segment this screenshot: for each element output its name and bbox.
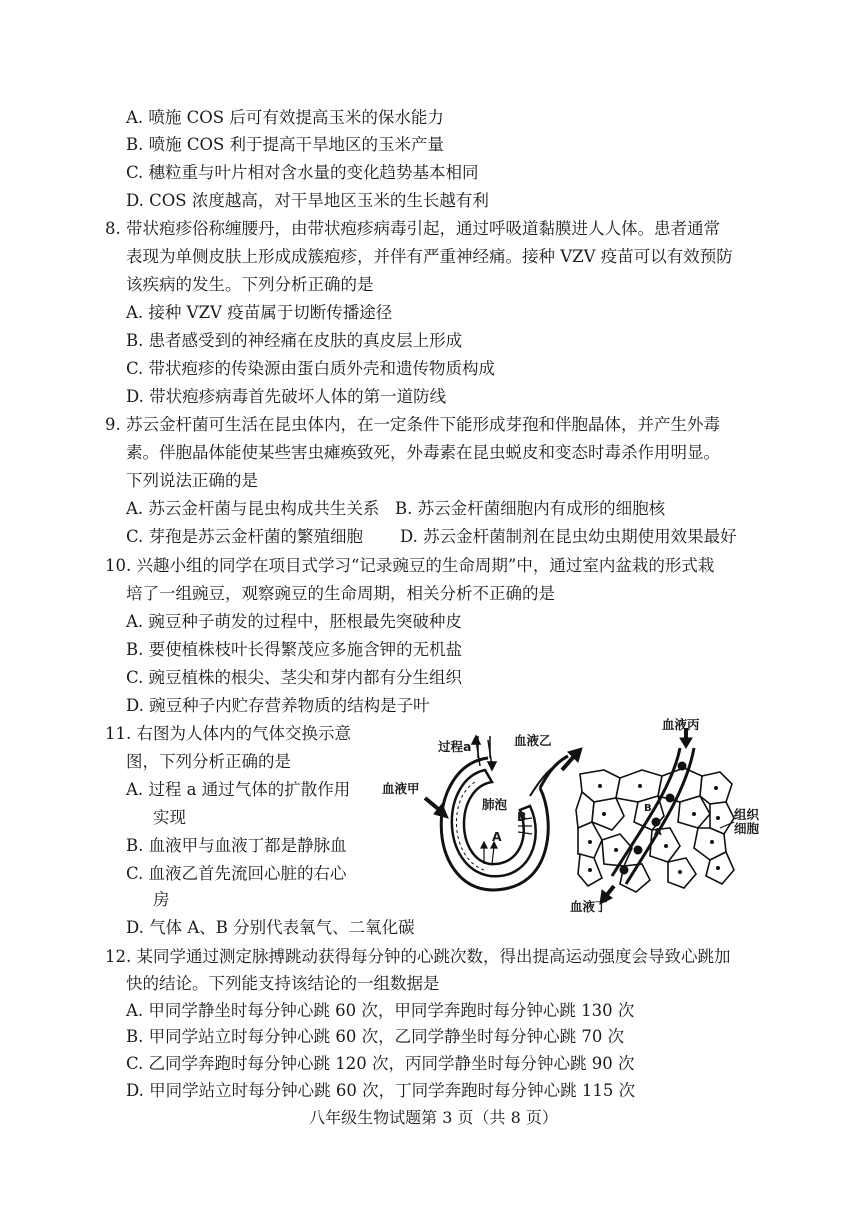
label-gas-b-tissue: B <box>644 803 652 814</box>
q8-stem-line-1: 8. 带状疱疹俗称缠腰丹，由带状疱疹病毒引起，通过呼吸道黏膜进人人体。患者通常 <box>105 219 720 238</box>
q9-option-d: D. 苏云金杆菌制剂在昆虫幼虫期使用效果最好 <box>400 527 737 546</box>
label-gas-a-tissue: A <box>654 827 662 838</box>
q7-option-a: A. 喷施 COS 后可有效提高玉米的保水能力 <box>126 108 444 127</box>
q10-option-a: A. 豌豆种子萌发的过程中，胚根最先突破种皮 <box>126 612 462 631</box>
q10-stem-line-1: 10. 兴趣小组的同学在项目式学习“记录豌豆的生命周期”中，通过室内盆栽的形式栽 <box>105 556 715 575</box>
q7-option-d: D. COS 浓度越高，对干旱地区玉米的生长越有利 <box>126 191 489 210</box>
label-gas-a: A <box>492 829 502 844</box>
q8-stem-line-2: 表现为单侧皮肤上形成成簇疱疹，并伴有严重神经痛。接种 VZV 疫苗可以有效预防 <box>126 247 733 266</box>
q8-option-d: D. 带状疱疹病毒首先破坏人体的第一道防线 <box>126 387 447 406</box>
q9-stem-line-1: 9. 苏云金杆菌可生活在昆虫体内，在一定条件下能形成芽孢和伴胞晶体，并产生外毒 <box>105 415 720 434</box>
q9-stem-line-3: 下列说法正确的是 <box>126 471 258 490</box>
q11-stem-line-1: 11. 右图为人体内的气体交换示意 <box>105 724 351 743</box>
q12-option-b: B. 甲同学站立时每分钟心跳 60 次，乙同学静坐时每分钟心跳 70 次 <box>126 1027 625 1046</box>
q12-stem-line-2: 快的结论。下列能支持该结论的一组数据是 <box>126 974 440 993</box>
label-process-a: 过程a <box>438 739 472 754</box>
label-gas-b: B <box>517 809 527 824</box>
q10-option-c: C. 豌豆植株的根尖、茎尖和芽内都有分生组织 <box>126 668 463 687</box>
q9-stem-line-2: 素。伴胞晶体能使某些害虫瘫痪致死，外毒素在昆虫蜕皮和变态时毒杀作用明显。 <box>126 443 720 462</box>
alveolus-drawing <box>441 733 568 890</box>
gas-exchange-diagram <box>380 718 770 918</box>
q11-option-b: B. 血液甲与血液丁都是静脉血 <box>126 836 347 855</box>
label-alveolus: 肺泡 <box>482 797 508 812</box>
label-blood-bing: 血液丙 <box>662 717 700 732</box>
label-blood-jia: 血液甲 <box>382 781 420 796</box>
q9-option-a: A. 苏云金杆菌与昆虫构成共生关系 <box>126 499 380 518</box>
q12-option-d: D. 甲同学站立时每分钟心跳 60 次，丁同学奔跑时每分钟心跳 115 次 <box>126 1081 636 1100</box>
q11-option-d: D. 气体 A、B 分别代表氧气、二氧化碳 <box>126 918 415 937</box>
q12-stem-line-1: 12. 某同学通过测定脉搏跳动获得每分钟的心跳次数，得出提高运动强度会导致心跳加 <box>105 947 731 966</box>
q12-option-a: A. 甲同学静坐时每分钟心跳 60 次，甲同学奔跑时每分钟心跳 130 次 <box>126 1001 635 1020</box>
q11-option-c: C. 血液乙首先流回心脏的右心 <box>126 864 347 883</box>
process-a-arrows <box>472 736 496 770</box>
q10-option-d: D. 豌豆种子内贮存营养物质的结构是子叶 <box>126 696 430 715</box>
q10-option-b: B. 要使植株枝叶长得繁茂应多施含钾的无机盐 <box>126 640 463 659</box>
q11-stem-line-2: 图，下列分析正确的是 <box>126 752 291 771</box>
q10-stem-line-2: 培了一组豌豆，观察豌豆的生命周期，相关分析不正确的是 <box>126 584 555 603</box>
label-blood-yi: 血液乙 <box>514 733 552 748</box>
label-tissue-cell: 组织 细胞 <box>734 807 760 836</box>
q11-option-a-cont: 实现 <box>153 808 186 827</box>
label-blood-ding: 血液丁 <box>570 899 608 914</box>
q11-option-c-cont: 房 <box>153 890 170 909</box>
q8-option-b: B. 患者感受到的神经痛在皮肤的真皮层上形成 <box>126 331 463 350</box>
q7-option-c: C. 穗粒重与叶片相对含水量的变化趋势基本相同 <box>126 163 479 182</box>
q8-option-a: A. 接种 VZV 疫苗属于切断传播途径 <box>126 303 393 322</box>
q12-option-c: C. 乙同学奔跑时每分钟心跳 120 次，丙同学静坐时每分钟心跳 90 次 <box>126 1054 635 1073</box>
q8-stem-line-3: 该疾病的发生。下列分析正确的是 <box>126 275 374 294</box>
q9-option-c: C. 芽孢是苏云金杆菌的繁殖细胞 <box>126 527 364 546</box>
q11-option-a: A. 过程 a 通过气体的扩散作用 <box>126 780 351 799</box>
q8-option-c: C. 带状疱疹的传染源由蛋白质外壳和遗传物质构成 <box>126 359 496 378</box>
q9-option-b: B. 苏云金杆菌细胞内有成形的细胞核 <box>395 499 666 518</box>
q7-option-b: B. 喷施 COS 利于提高干旱地区的玉米产量 <box>126 135 445 154</box>
page-footer: 八年级生物试题第 3 页（共 8 页） <box>309 1108 558 1127</box>
